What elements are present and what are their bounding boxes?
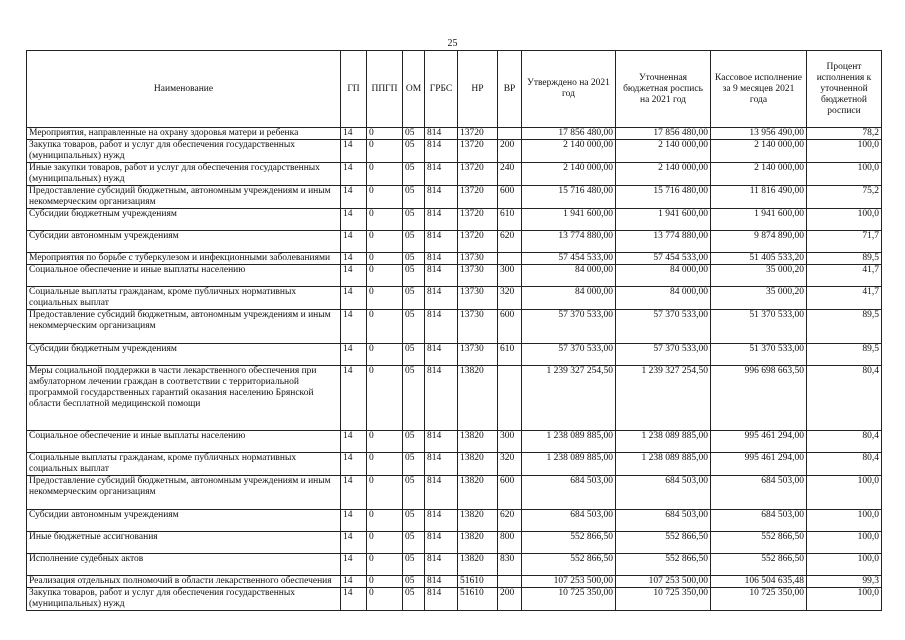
cell-percent: 100,0 (807, 588, 882, 611)
header-grbs: ГРБС (425, 51, 458, 128)
cell-nr: 13720 (458, 209, 498, 231)
cell-cash: 51 370 533,00 (711, 344, 807, 366)
cell-nr: 13720 (458, 128, 498, 140)
cell-grbs: 814 (425, 554, 458, 576)
cell-cash: 51 405 533,20 (711, 253, 807, 265)
cell-grbs: 814 (425, 128, 458, 140)
cell-vr: 320 (498, 453, 522, 476)
cell-approved: 1 239 327 254,50 (522, 366, 616, 431)
header-name: Наименование (27, 51, 341, 128)
cell-percent: 41,7 (807, 287, 882, 310)
table-row (27, 186, 882, 209)
cell-ppgp: 0 (367, 287, 403, 310)
cell-name: Мероприятия по борьбе с туберкулезом и инфекционными заболеваниями (27, 253, 341, 265)
cell-percent: 80,4 (807, 431, 882, 453)
cell-om: 05 (403, 510, 425, 532)
cell-refined: 1 238 089 885,00 (616, 431, 711, 453)
cell-refined: 552 866,50 (616, 554, 711, 576)
table-row (27, 231, 882, 253)
cell-vr: 320 (498, 287, 522, 310)
cell-grbs: 814 (425, 476, 458, 510)
cell-ppgp: 0 (367, 510, 403, 532)
cell-vr: 610 (498, 344, 522, 366)
cell-approved: 2 140 000,00 (522, 140, 616, 163)
cell-percent: 75,2 (807, 186, 882, 209)
table-row (27, 287, 882, 310)
cell-percent: 41,7 (807, 265, 882, 287)
cell-grbs: 814 (425, 532, 458, 554)
cell-grbs: 814 (425, 209, 458, 231)
table-header-row (27, 51, 882, 128)
cell-grbs: 814 (425, 265, 458, 287)
cell-refined: 2 140 000,00 (616, 163, 711, 186)
cell-approved: 552 866,50 (522, 554, 616, 576)
cell-gp: 14 (341, 453, 367, 476)
cell-percent: 100,0 (807, 209, 882, 231)
cell-vr: 620 (498, 231, 522, 253)
cell-approved: 684 503,00 (522, 510, 616, 532)
cell-om: 05 (403, 344, 425, 366)
cell-grbs: 814 (425, 140, 458, 163)
cell-gp: 14 (341, 431, 367, 453)
table-row (27, 344, 882, 366)
cell-refined: 57 454 533,00 (616, 253, 711, 265)
cell-om: 05 (403, 532, 425, 554)
cell-name: Реализация отдельных полномочий в области лекарственного обеспечения (27, 576, 341, 588)
cell-nr: 13730 (458, 265, 498, 287)
cell-approved: 552 866,50 (522, 532, 616, 554)
cell-cash: 2 140 000,00 (711, 140, 807, 163)
cell-om: 05 (403, 453, 425, 476)
cell-nr: 13730 (458, 344, 498, 366)
cell-name: Субсидии бюджетным учреждениям (27, 209, 341, 231)
cell-grbs: 814 (425, 287, 458, 310)
cell-om: 05 (403, 588, 425, 611)
cell-ppgp: 0 (367, 453, 403, 476)
header-nr: НР (458, 51, 498, 128)
table-row (27, 163, 882, 186)
cell-cash: 35 000,20 (711, 265, 807, 287)
cell-ppgp: 0 (367, 209, 403, 231)
cell-gp: 14 (341, 209, 367, 231)
cell-cash: 684 503,00 (711, 510, 807, 532)
cell-gp: 14 (341, 186, 367, 209)
cell-name: Меры социальной поддержки в части лекарственного обеспечения при амбулаторном лечении граждан в соответствии с территориальной программой государственных гарантий оказания населению Брянской области бесплатной медицинской помощи (27, 366, 341, 431)
cell-om: 05 (403, 253, 425, 265)
cell-vr: 620 (498, 510, 522, 532)
cell-nr: 13820 (458, 532, 498, 554)
cell-vr: 200 (498, 140, 522, 163)
cell-om: 05 (403, 186, 425, 209)
header-ppgp: ППГП (367, 51, 403, 128)
table-row (27, 253, 882, 265)
cell-cash: 996 698 663,50 (711, 366, 807, 431)
table-row (27, 140, 882, 163)
cell-percent: 89,5 (807, 310, 882, 344)
cell-refined: 552 866,50 (616, 532, 711, 554)
cell-vr: 300 (498, 265, 522, 287)
cell-ppgp: 0 (367, 588, 403, 611)
cell-ppgp: 0 (367, 163, 403, 186)
cell-percent: 100,0 (807, 476, 882, 510)
cell-gp: 14 (341, 265, 367, 287)
cell-cash: 106 504 635,48 (711, 576, 807, 588)
cell-gp: 14 (341, 310, 367, 344)
header-gp: ГП (341, 51, 367, 128)
cell-om: 05 (403, 231, 425, 253)
cell-nr: 13820 (458, 554, 498, 576)
cell-om: 05 (403, 366, 425, 431)
cell-name: Предоставление субсидий бюджетным, автономным учреждениям и иным некоммерческим организациям (27, 310, 341, 344)
cell-grbs: 814 (425, 510, 458, 532)
cell-refined: 684 503,00 (616, 510, 711, 532)
cell-percent: 100,0 (807, 532, 882, 554)
cell-ppgp: 0 (367, 265, 403, 287)
table-row (27, 576, 882, 588)
cell-nr: 13730 (458, 253, 498, 265)
cell-vr: 200 (498, 588, 522, 611)
cell-cash: 1 941 600,00 (711, 209, 807, 231)
table-body (27, 128, 882, 611)
cell-vr (498, 576, 522, 588)
header-om: ОМ (403, 51, 425, 128)
header-percent: Процент исполнения к уточненной бюджетной росписи (807, 51, 882, 128)
cell-name: Предоставление субсидий бюджетным, автономным учреждениям и иным некоммерческим организациям (27, 476, 341, 510)
cell-grbs: 814 (425, 186, 458, 209)
header-vr: ВР (498, 51, 522, 128)
cell-grbs: 814 (425, 588, 458, 611)
cell-approved: 57 454 533,00 (522, 253, 616, 265)
cell-refined: 15 716 480,00 (616, 186, 711, 209)
table-row (27, 128, 882, 140)
cell-approved: 57 370 533,00 (522, 344, 616, 366)
cell-gp: 14 (341, 231, 367, 253)
cell-name: Закупка товаров, работ и услуг для обеспечения государственных (муниципальных) нужд (27, 588, 341, 611)
cell-vr: 600 (498, 476, 522, 510)
cell-approved: 1 238 089 885,00 (522, 431, 616, 453)
cell-approved: 1 238 089 885,00 (522, 453, 616, 476)
cell-om: 05 (403, 431, 425, 453)
cell-om: 05 (403, 287, 425, 310)
cell-refined: 84 000,00 (616, 265, 711, 287)
cell-vr: 830 (498, 554, 522, 576)
cell-percent: 71,7 (807, 231, 882, 253)
cell-refined: 684 503,00 (616, 476, 711, 510)
cell-approved: 1 941 600,00 (522, 209, 616, 231)
cell-om: 05 (403, 128, 425, 140)
cell-cash: 995 461 294,00 (711, 453, 807, 476)
cell-om: 05 (403, 163, 425, 186)
table-row (27, 510, 882, 532)
cell-nr: 13820 (458, 510, 498, 532)
cell-percent: 89,5 (807, 344, 882, 366)
cell-name: Социальное обеспечение и иные выплаты населению (27, 265, 341, 287)
cell-name: Субсидии автономным учреждениям (27, 510, 341, 532)
cell-vr: 610 (498, 209, 522, 231)
cell-cash: 2 140 000,00 (711, 163, 807, 186)
cell-gp: 14 (341, 510, 367, 532)
cell-refined: 17 856 480,00 (616, 128, 711, 140)
cell-percent: 80,4 (807, 366, 882, 431)
cell-gp: 14 (341, 253, 367, 265)
cell-percent: 89,5 (807, 253, 882, 265)
header-cash: Кассовое исполнение за 9 месяцев 2021 года (711, 51, 807, 128)
cell-approved: 84 000,00 (522, 287, 616, 310)
cell-cash: 35 000,20 (711, 287, 807, 310)
cell-vr (498, 128, 522, 140)
cell-approved: 10 725 350,00 (522, 588, 616, 611)
header-refined: Уточненная бюджетная роспись на 2021 год (616, 51, 711, 128)
cell-name: Социальные выплаты гражданам, кроме публичных нормативных социальных выплат (27, 453, 341, 476)
cell-vr: 600 (498, 186, 522, 209)
cell-grbs: 814 (425, 366, 458, 431)
cell-vr: 600 (498, 310, 522, 344)
cell-gp: 14 (341, 588, 367, 611)
cell-name: Субсидии бюджетным учреждениям (27, 344, 341, 366)
cell-grbs: 814 (425, 453, 458, 476)
cell-name: Социальные выплаты гражданам, кроме публичных нормативных социальных выплат (27, 287, 341, 310)
cell-ppgp: 0 (367, 128, 403, 140)
cell-approved: 684 503,00 (522, 476, 616, 510)
cell-cash: 995 461 294,00 (711, 431, 807, 453)
cell-nr: 13820 (458, 431, 498, 453)
cell-cash: 11 816 490,00 (711, 186, 807, 209)
cell-om: 05 (403, 140, 425, 163)
cell-gp: 14 (341, 344, 367, 366)
cell-om: 05 (403, 554, 425, 576)
cell-om: 05 (403, 476, 425, 510)
cell-refined: 57 370 533,00 (616, 344, 711, 366)
table-row (27, 453, 882, 476)
cell-nr: 13730 (458, 310, 498, 344)
cell-ppgp: 0 (367, 532, 403, 554)
cell-ppgp: 0 (367, 576, 403, 588)
cell-percent: 100,0 (807, 554, 882, 576)
cell-gp: 14 (341, 476, 367, 510)
cell-om: 05 (403, 209, 425, 231)
cell-name: Мероприятия, направленные на охрану здоровья матери и ребенка (27, 128, 341, 140)
table-row (27, 554, 882, 576)
cell-om: 05 (403, 265, 425, 287)
budget-execution-table (26, 50, 882, 611)
table-row (27, 265, 882, 287)
cell-nr: 13720 (458, 231, 498, 253)
cell-vr: 800 (498, 532, 522, 554)
page-number: 25 (447, 38, 458, 49)
cell-grbs: 814 (425, 344, 458, 366)
cell-name: Иные бюджетные ассигнования (27, 532, 341, 554)
cell-gp: 14 (341, 366, 367, 431)
cell-percent: 100,0 (807, 140, 882, 163)
cell-ppgp: 0 (367, 344, 403, 366)
table-row (27, 209, 882, 231)
cell-approved: 84 000,00 (522, 265, 616, 287)
cell-vr (498, 253, 522, 265)
table-row (27, 532, 882, 554)
cell-grbs: 814 (425, 310, 458, 344)
cell-nr: 51610 (458, 576, 498, 588)
cell-approved: 107 253 500,00 (522, 576, 616, 588)
cell-gp: 14 (341, 576, 367, 588)
cell-ppgp: 0 (367, 231, 403, 253)
cell-om: 05 (403, 576, 425, 588)
cell-ppgp: 0 (367, 476, 403, 510)
cell-cash: 684 503,00 (711, 476, 807, 510)
cell-nr: 51610 (458, 588, 498, 611)
cell-refined: 13 774 880,00 (616, 231, 711, 253)
cell-refined: 1 238 089 885,00 (616, 453, 711, 476)
cell-vr (498, 366, 522, 431)
cell-percent: 100,0 (807, 163, 882, 186)
cell-ppgp: 0 (367, 186, 403, 209)
cell-refined: 10 725 350,00 (616, 588, 711, 611)
cell-om: 05 (403, 310, 425, 344)
cell-nr: 13730 (458, 287, 498, 310)
cell-refined: 1 239 327 254,50 (616, 366, 711, 431)
cell-grbs: 814 (425, 576, 458, 588)
cell-name: Исполнение судебных актов (27, 554, 341, 576)
cell-approved: 17 856 480,00 (522, 128, 616, 140)
cell-cash: 552 866,50 (711, 554, 807, 576)
cell-refined: 2 140 000,00 (616, 140, 711, 163)
cell-approved: 2 140 000,00 (522, 163, 616, 186)
table-row (27, 366, 882, 431)
cell-refined: 107 253 500,00 (616, 576, 711, 588)
cell-vr: 240 (498, 163, 522, 186)
cell-name: Предоставление субсидий бюджетным, автономным учреждениям и иным некоммерческим организациям (27, 186, 341, 209)
cell-gp: 14 (341, 140, 367, 163)
cell-gp: 14 (341, 128, 367, 140)
cell-cash: 552 866,50 (711, 532, 807, 554)
cell-cash: 13 956 490,00 (711, 128, 807, 140)
cell-grbs: 814 (425, 253, 458, 265)
cell-name: Социальное обеспечение и иные выплаты населению (27, 431, 341, 453)
cell-refined: 1 941 600,00 (616, 209, 711, 231)
table-row (27, 476, 882, 510)
cell-cash: 51 370 533,00 (711, 310, 807, 344)
cell-ppgp: 0 (367, 140, 403, 163)
cell-nr: 13820 (458, 366, 498, 431)
cell-ppgp: 0 (367, 431, 403, 453)
cell-percent: 80,4 (807, 453, 882, 476)
cell-percent: 78,2 (807, 128, 882, 140)
header-approved: Утверждено на 2021 год (522, 51, 616, 128)
cell-vr: 300 (498, 431, 522, 453)
cell-gp: 14 (341, 287, 367, 310)
cell-approved: 57 370 533,00 (522, 310, 616, 344)
cell-grbs: 814 (425, 431, 458, 453)
cell-grbs: 814 (425, 231, 458, 253)
cell-refined: 84 000,00 (616, 287, 711, 310)
cell-cash: 10 725 350,00 (711, 588, 807, 611)
cell-percent: 99,3 (807, 576, 882, 588)
cell-name: Закупка товаров, работ и услуг для обеспечения государственных (муниципальных) нужд (27, 140, 341, 163)
cell-gp: 14 (341, 532, 367, 554)
cell-nr: 13820 (458, 476, 498, 510)
cell-nr: 13720 (458, 186, 498, 209)
cell-ppgp: 0 (367, 366, 403, 431)
cell-approved: 13 774 880,00 (522, 231, 616, 253)
cell-percent: 100,0 (807, 510, 882, 532)
cell-approved: 15 716 480,00 (522, 186, 616, 209)
cell-grbs: 814 (425, 163, 458, 186)
cell-nr: 13720 (458, 163, 498, 186)
cell-gp: 14 (341, 163, 367, 186)
table-row (27, 431, 882, 453)
cell-cash: 9 874 890,00 (711, 231, 807, 253)
cell-nr: 13820 (458, 453, 498, 476)
cell-name: Субсидии автономным учреждениям (27, 231, 341, 253)
cell-gp: 14 (341, 554, 367, 576)
cell-ppgp: 0 (367, 554, 403, 576)
cell-nr: 13720 (458, 140, 498, 163)
table-row (27, 310, 882, 344)
table-row (27, 588, 882, 611)
cell-ppgp: 0 (367, 310, 403, 344)
cell-refined: 57 370 533,00 (616, 310, 711, 344)
cell-ppgp: 0 (367, 253, 403, 265)
cell-name: Иные закупки товаров, работ и услуг для обеспечения государственных (муниципальных) нужд (27, 163, 341, 186)
